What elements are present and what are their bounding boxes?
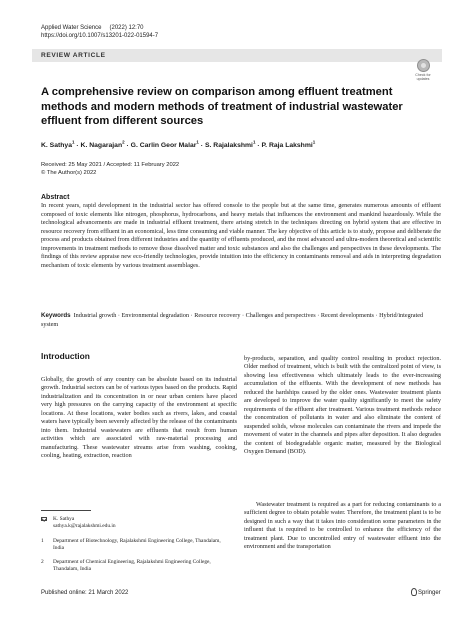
affiliation-2 — [41, 559, 237, 575]
affiliation-1-mark: 1 — [41, 538, 44, 544]
article-type-label: REVIEW ARTICLE — [41, 52, 106, 59]
affiliation-1-text: Department of Biotechnology, Rajalakshmi Engineering College, Thandalam, India — [53, 538, 221, 551]
envelope-icon — [41, 517, 47, 521]
abstract-heading: Abstract — [41, 194, 70, 201]
article-title: A comprehensive review on comparison among effluent treatment methods and modern methods of treatment of industrial wastewater effluent from different sources — [41, 86, 403, 127]
keywords-label: Keywords — [41, 312, 71, 319]
intro-right-column-paragraph-2: Wastewater treatment is required as a part for reducing contaminants to a sufficient degree to obtain potable water. Therefore, the treatment plant is to be designed in such a way that it takes into consideration some parameters in the influent that is required to be controlled to enhance the efficiency of the treatment plant. Due to uncontrolled entry of wastewater effluent into the environment and the transportation — [244, 501, 441, 551]
copyright-line: © The Author(s) 2022 — [41, 170, 97, 176]
keywords — [41, 312, 441, 329]
keywords-text: Industrial growth · Environmental degradation · Resource recovery · Challenges and perspectives · Recent developments · Hybrid/integrated system — [41, 312, 424, 328]
received-accepted-dates: Received: 25 May 2021 / Accepted: 11 February 2022 — [41, 162, 180, 168]
springer-horse-icon — [410, 588, 416, 595]
corresponding-author-note — [41, 516, 237, 532]
contact-email[interactable]: sathya.k@rajalakshmi.edu.in — [53, 523, 116, 529]
check-for-updates-text: Check for updates — [415, 73, 431, 81]
footnote-divider — [41, 510, 91, 511]
affiliation-2-mark: 2 — [41, 559, 44, 565]
introduction-heading: Introduction — [41, 351, 90, 361]
author-5[interactable]: P. Raja Lakshmi$^1$ — [261, 140, 316, 150]
abstract-text: In recent years, rapid development in the industrial sector has offered console to the people but at the same time, generates numerous amounts of effluent composed of toxic elements like nitrogen, phosphorus, hydrocarbons, and heavy metals that influences the environment and mankind hazardously. While the technological advancements are made in industrial effluent treatment, there arising stretch in the techniques directing on hybrid system that are effective in resource recovery from effluent in an economical, less time consuming and viable manner. The key objective of this article is to study, propose and deliberate the process and products obtained from different industries and the quantity of effluents produced, and the most advanced and ultra-modern theoretical and scientific improvements in treatment methods to remove those dissolved matter and toxic substances and also the challenges and perspectives in these developments. The findings of this review appraise new eco-friendly technologies, provide intuition into the efficiency in contaminants removal and aids in interpreting degradation mechanism of toxic elements by various treatment assemblages. — [41, 202, 441, 269]
journal-volume: (2022) 12:70 — [109, 25, 144, 31]
author-2[interactable]: K. Nagarajan$^2$ — [80, 140, 125, 150]
doi-link[interactable]: https://doi.org/10.1007/s13201-022-01594-7 — [41, 33, 159, 39]
journal-name: Applied Water Science — [41, 25, 102, 31]
affiliation-2-text: Department of Chemical Engineering, Rajalakshmi Engineering College, Thandalam, India — [53, 559, 211, 572]
publisher-mark — [410, 588, 441, 597]
published-online: Published online: 21 March 2022 — [41, 590, 129, 596]
contact-name: K. Sathya — [53, 516, 75, 522]
intro-right-column-paragraph-1: by-products, separation, and quality control resulting in product rejection. Older method of treatment, which is built with the centralized point of view, is showing less effectiveness which ultimately leads to the ever-increasing accumulation of the effluents. With the development of new methods has reduced the hardships caused by the older ones. Wastewater treatment plants are developed to improve the water quality significantly to meet the safety requirements of the effluent after treatment. Various treatment methods reduce the concentration of pollutants in water and also eliminate the content of suspended solids, whose molecules can contaminate the rivers and impede the movement of water in the channels and pipes after deposition. It also degrades the content of biodegradable organic matter, measured by the Biological Oxygen Demand (BOD). — [244, 355, 441, 455]
publisher-name: Springer — [418, 590, 441, 596]
author-1[interactable]: K. Sathya$^1$ — [41, 140, 75, 150]
author-list: K. Sathya$^1$ · K. Nagarajan$^2$ · G. Carlin Geor Malar$^1$ · S. Rajalakshmi$^1$ · P. Raja Lakshmi$^1$ — [41, 140, 316, 150]
intro-left-column: Globally, the growth of any country can be absolute based on its industrial growth. Industrial sectors can be of various types based on the products. Rapid industrialization and its concentration in or near urban centers have placed very high pressures on the carrying capacity of the environment at specific locations. At these locations, water bodies such as rivers, lakes, and coastal waters have typically been severely affected by the release of the contaminants into them. Industrial wastewaters are effluents that result from human activities which are associated with raw-material processing and manufacturing. These wastewater streams arise from washing, cooking, cooling, heating, extraction, reaction — [41, 376, 237, 460]
affiliation-1 — [41, 538, 237, 554]
check-for-updates-badge[interactable] — [410, 59, 436, 81]
journal-line — [41, 24, 144, 32]
check-for-updates-icon — [417, 59, 430, 72]
author-3[interactable]: G. Carlin Geor Malar$^1$ — [130, 140, 199, 150]
author-4[interactable]: S. Rajalakshmi$^1$ — [204, 140, 256, 150]
